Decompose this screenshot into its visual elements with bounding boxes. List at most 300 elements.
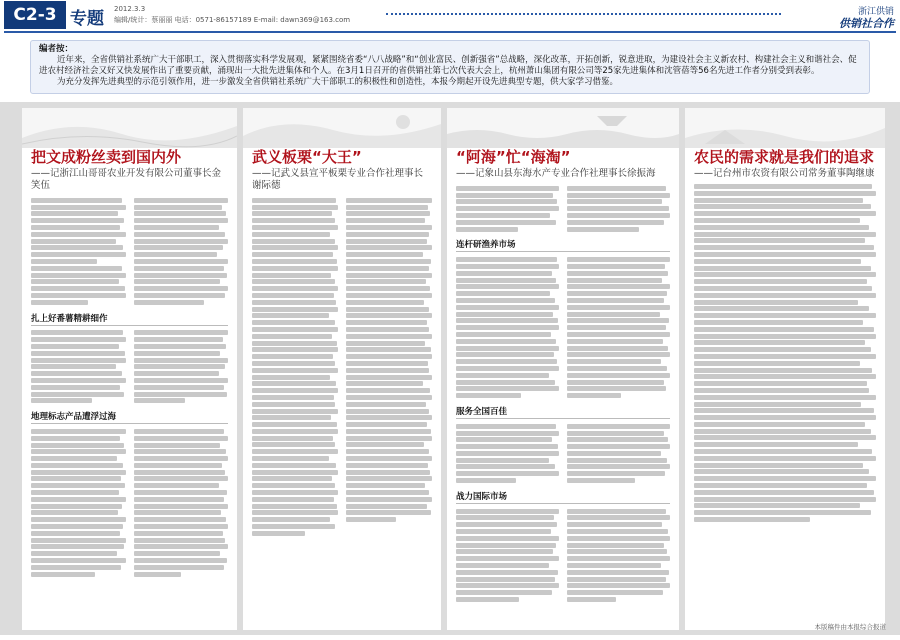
text-line-placeholder: [252, 211, 332, 216]
text-line-placeholder: [694, 503, 860, 508]
text-line-placeholder: [567, 522, 662, 527]
text-line-placeholder: [456, 305, 559, 310]
text-line-placeholder: [134, 470, 226, 475]
text-line-placeholder: [567, 393, 621, 398]
text-line-placeholder: [346, 368, 429, 373]
text-line-placeholder: [31, 429, 126, 434]
text-line-placeholder: [252, 218, 335, 223]
text-line-placeholder: [456, 478, 516, 483]
text-line-placeholder: [31, 558, 126, 563]
article-title: 农民的需求就是我们的追求: [694, 148, 875, 166]
text-line-placeholder: [346, 293, 432, 298]
text-line-placeholder: [346, 225, 432, 230]
text-line-placeholder: [31, 504, 122, 509]
text-line-placeholder: [134, 544, 229, 549]
text-line-placeholder: [346, 504, 427, 509]
text-line-placeholder: [346, 218, 425, 223]
text-line-placeholder: [456, 264, 559, 269]
text-line-placeholder: [456, 464, 555, 469]
text-line-placeholder: [567, 437, 668, 442]
text-line-placeholder: [456, 522, 557, 527]
text-line-placeholder: [456, 451, 559, 456]
editor-contact: 编辑/统计：蔡丽丽 电话：0571-86157189 E-mail: dawn369@163.com: [114, 16, 351, 24]
text-line-placeholder: [694, 225, 869, 230]
text-line-placeholder: [694, 354, 876, 359]
text-line-placeholder: [252, 198, 336, 203]
text-line-placeholder: [567, 257, 670, 262]
text-line-placeholder: [456, 543, 556, 548]
text-line-placeholder: [252, 375, 330, 380]
text-line-placeholder: [456, 199, 557, 204]
text-line-placeholder: [252, 422, 337, 427]
text-line-placeholder: [456, 529, 551, 534]
text-line-placeholder: [134, 385, 225, 390]
text-line-placeholder: [134, 443, 221, 448]
text-line-placeholder: [694, 286, 872, 291]
text-line-placeholder: [134, 286, 229, 291]
text-line-placeholder: [456, 325, 559, 330]
text-line-placeholder: [134, 293, 226, 298]
text-line-placeholder: [134, 205, 223, 210]
text-line-placeholder: [134, 497, 225, 502]
text-line-placeholder: [346, 245, 432, 250]
text-line-placeholder: [31, 449, 126, 454]
text-line-placeholder: [567, 346, 668, 351]
text-line-placeholder: [31, 510, 118, 515]
text-line-placeholder: [694, 313, 876, 318]
text-line-placeholder: [567, 193, 670, 198]
text-line-placeholder: [252, 483, 335, 488]
text-line-placeholder: [134, 344, 227, 349]
text-line-placeholder: [346, 259, 431, 264]
text-line-placeholder: [456, 352, 554, 357]
editor-note-paragraph-2: 为充分发挥先进典型的示范引领作用，进一步激发全省供销社系统广大干部职工的积极性和创造性，本报今期起开设先进典型专题，供大家学习借鉴。: [57, 77, 619, 87]
text-line-placeholder: [567, 556, 670, 561]
text-line-placeholder: [31, 517, 126, 522]
text-line-placeholder: [567, 284, 670, 289]
text-line-placeholder: [252, 442, 335, 447]
text-line-placeholder: [31, 398, 92, 403]
text-line-placeholder: [694, 232, 876, 237]
text-line-placeholder: [694, 381, 867, 386]
text-line-placeholder: [252, 341, 337, 346]
text-line-placeholder: [567, 431, 664, 436]
decorative-header-image: [243, 108, 441, 148]
text-line-placeholder: [694, 272, 876, 277]
text-line-placeholder: [346, 239, 427, 244]
text-line-placeholder: [694, 238, 865, 243]
decorative-header-image: [685, 108, 885, 148]
text-line-placeholder: [346, 205, 428, 210]
brand-name: 浙江供销: [857, 7, 894, 17]
article-body: [252, 196, 432, 538]
text-line-placeholder: [31, 286, 125, 291]
text-line-placeholder: [252, 415, 331, 420]
text-line-placeholder: [346, 313, 432, 318]
text-line-placeholder: [252, 245, 338, 250]
text-line-placeholder: [694, 497, 876, 502]
text-line-placeholder: [567, 577, 666, 582]
text-line-placeholder: [346, 388, 430, 393]
text-line-placeholder: [456, 444, 558, 449]
text-line-placeholder: [252, 531, 305, 536]
text-line-placeholder: [31, 245, 123, 250]
text-line-placeholder: [31, 218, 124, 223]
text-line-placeholder: [134, 524, 229, 529]
text-line-placeholder: [456, 346, 559, 351]
text-line-placeholder: [134, 429, 225, 434]
text-line-placeholder: [346, 449, 429, 454]
text-line-placeholder: [31, 211, 118, 216]
article-title: “阿海”忙“海淘”: [456, 148, 571, 166]
header-dotted-rule: [386, 13, 781, 15]
article-section-heading: 服务全国百佳: [456, 405, 670, 419]
text-line-placeholder: [694, 191, 876, 196]
text-line-placeholder: [456, 213, 550, 218]
article-section-heading: 连杆研渔养市场: [456, 238, 670, 252]
article-title: 武义板栗“大王”: [252, 148, 362, 166]
text-line-placeholder: [252, 313, 329, 318]
text-line-placeholder: [252, 239, 335, 244]
text-line-placeholder: [346, 456, 432, 461]
text-line-placeholder: [456, 312, 553, 317]
text-line-placeholder: [134, 259, 229, 264]
text-line-placeholder: [456, 424, 556, 429]
text-line-placeholder: [456, 386, 559, 391]
text-line-placeholder: [134, 531, 224, 536]
text-line-placeholder: [456, 373, 549, 378]
text-line-placeholder: [456, 186, 559, 191]
text-line-placeholder: [456, 577, 555, 582]
text-line-placeholder: [31, 351, 125, 356]
text-line-placeholder: [252, 409, 338, 414]
text-line-placeholder: [694, 306, 869, 311]
text-line-placeholder: [567, 373, 670, 378]
text-line-placeholder: [134, 266, 225, 271]
text-line-placeholder: [456, 220, 556, 225]
text-line-placeholder: [694, 266, 871, 271]
text-line-placeholder: [346, 395, 432, 400]
text-line-placeholder: [252, 232, 330, 237]
text-line-placeholder: [31, 273, 126, 278]
text-line-placeholder: [252, 429, 338, 434]
text-line-placeholder: [567, 590, 663, 595]
text-line-placeholder: [31, 205, 126, 210]
text-line-placeholder: [567, 529, 668, 534]
text-line-placeholder: [567, 543, 664, 548]
text-line-placeholder: [346, 327, 429, 332]
text-line-placeholder: [567, 471, 665, 476]
article-card-2: [243, 108, 441, 630]
text-line-placeholder: [567, 339, 663, 344]
text-line-placeholder: [456, 536, 559, 541]
decorative-header-image: [22, 108, 237, 148]
article-subtitle: ——记象山县东海水产专业合作社理事长徐振海: [456, 168, 656, 179]
text-line-placeholder: [134, 510, 222, 515]
text-line-placeholder: [567, 458, 667, 463]
text-line-placeholder: [456, 563, 549, 568]
text-line-placeholder: [346, 375, 432, 380]
text-line-placeholder: [134, 572, 181, 577]
text-line-placeholder: [346, 232, 429, 237]
text-line-placeholder: [567, 186, 666, 191]
text-line-placeholder: [31, 476, 121, 481]
text-line-placeholder: [346, 490, 429, 495]
text-line-placeholder: [567, 563, 661, 568]
text-line-placeholder: [31, 371, 122, 376]
text-line-placeholder: [694, 449, 872, 454]
text-line-placeholder: [694, 361, 860, 366]
text-line-placeholder: [694, 368, 872, 373]
editor-note-label: 编者按：: [39, 44, 74, 54]
text-line-placeholder: [31, 337, 126, 342]
text-line-placeholder: [567, 298, 664, 303]
text-line-placeholder: [456, 332, 551, 337]
text-line-placeholder: [567, 325, 666, 330]
text-line-placeholder: [31, 266, 122, 271]
text-line-placeholder: [252, 395, 334, 400]
article-body: [456, 184, 670, 233]
text-line-placeholder: [134, 273, 228, 278]
text-line-placeholder: [252, 279, 335, 284]
text-line-placeholder: [252, 334, 332, 339]
text-line-placeholder: [252, 510, 338, 515]
text-line-placeholder: [31, 497, 126, 502]
text-line-placeholder: [31, 293, 126, 298]
text-line-placeholder: [346, 198, 432, 203]
text-line-placeholder: [346, 381, 423, 386]
text-line-placeholder: [456, 556, 559, 561]
article-card-1: [22, 108, 237, 630]
text-line-placeholder: [134, 565, 225, 570]
text-line-placeholder: [567, 318, 669, 323]
article-body: [694, 184, 876, 522]
text-line-placeholder: [456, 291, 550, 296]
text-line-placeholder: [346, 273, 432, 278]
text-line-placeholder: [134, 558, 228, 563]
text-line-placeholder: [134, 245, 224, 250]
text-line-placeholder: [567, 549, 667, 554]
article-card-4: [685, 108, 885, 630]
article-title: 把文成粉丝卖到国内外: [31, 148, 182, 166]
text-line-placeholder: [31, 392, 124, 397]
text-line-placeholder: [694, 476, 876, 481]
text-line-placeholder: [346, 463, 428, 468]
text-line-placeholder: [567, 515, 670, 520]
text-line-placeholder: [252, 361, 335, 366]
text-line-placeholder: [456, 515, 554, 520]
text-line-placeholder: [134, 538, 226, 543]
text-line-placeholder: [694, 279, 867, 284]
text-line-placeholder: [134, 211, 227, 216]
text-line-placeholder: [456, 431, 559, 436]
text-line-placeholder: [694, 347, 871, 352]
text-line-placeholder: [346, 334, 432, 339]
text-line-placeholder: [346, 415, 432, 420]
text-line-placeholder: [31, 551, 117, 556]
text-line-placeholder: [694, 483, 867, 488]
text-line-placeholder: [567, 597, 616, 602]
text-line-placeholder: [134, 483, 219, 488]
text-line-placeholder: [134, 449, 227, 454]
text-line-placeholder: [252, 456, 329, 461]
text-line-placeholder: [567, 220, 664, 225]
article-section-heading: 扎上好番薯精耕细作: [31, 312, 228, 326]
text-line-placeholder: [456, 570, 558, 575]
text-line-placeholder: [31, 443, 124, 448]
text-line-placeholder: [31, 259, 97, 264]
text-line-placeholder: [456, 257, 557, 262]
text-line-placeholder: [31, 470, 126, 475]
text-line-placeholder: [567, 424, 670, 429]
text-line-placeholder: [134, 398, 186, 403]
text-line-placeholder: [252, 497, 334, 502]
text-line-placeholder: [694, 510, 871, 515]
text-line-placeholder: [346, 510, 431, 515]
text-line-placeholder: [252, 266, 338, 271]
text-line-placeholder: [31, 300, 88, 305]
text-line-placeholder: [694, 327, 874, 332]
text-line-placeholder: [134, 358, 229, 363]
text-line-placeholder: [252, 449, 338, 454]
text-line-placeholder: [134, 337, 224, 342]
text-line-placeholder: [456, 359, 557, 364]
text-line-placeholder: [567, 278, 662, 283]
text-line-placeholder: [567, 312, 660, 317]
header-rule: [4, 31, 896, 33]
text-line-placeholder: [252, 524, 335, 529]
text-line-placeholder: [134, 504, 229, 509]
text-line-placeholder: [694, 408, 874, 413]
text-line-placeholder: [31, 490, 119, 495]
text-line-placeholder: [134, 490, 228, 495]
text-line-placeholder: [694, 218, 860, 223]
text-line-placeholder: [456, 583, 559, 588]
text-line-placeholder: [567, 366, 667, 371]
text-line-placeholder: [31, 378, 126, 383]
text-line-placeholder: [31, 565, 121, 570]
text-line-placeholder: [31, 232, 126, 237]
text-line-placeholder: [567, 332, 670, 337]
text-line-placeholder: [31, 524, 123, 529]
text-line-placeholder: [31, 358, 126, 363]
text-line-placeholder: [346, 429, 431, 434]
text-line-placeholder: [252, 300, 336, 305]
text-line-placeholder: [31, 483, 125, 488]
text-line-placeholder: [567, 478, 635, 483]
text-line-placeholder: [252, 293, 334, 298]
text-line-placeholder: [252, 476, 332, 481]
text-line-placeholder: [31, 531, 120, 536]
text-line-placeholder: [567, 199, 662, 204]
text-line-placeholder: [252, 368, 338, 373]
text-line-placeholder: [31, 252, 126, 257]
text-line-placeholder: [31, 225, 120, 230]
text-line-placeholder: [31, 198, 122, 203]
footer-note: 本版稿件由本报综合报道: [814, 623, 886, 631]
text-line-placeholder: [346, 361, 428, 366]
text-line-placeholder: [252, 320, 335, 325]
text-line-placeholder: [456, 339, 556, 344]
article-subtitle: ——记武义县宣平板栗专业合作社理事长谢际德: [252, 168, 424, 191]
text-line-placeholder: [346, 320, 427, 325]
text-line-placeholder: [252, 225, 338, 230]
text-line-placeholder: [456, 278, 556, 283]
text-line-placeholder: [694, 415, 876, 420]
text-line-placeholder: [31, 385, 120, 390]
text-line-placeholder: [252, 273, 331, 278]
text-line-placeholder: [134, 551, 221, 556]
text-line-placeholder: [252, 470, 338, 475]
text-line-placeholder: [134, 232, 226, 237]
text-line-placeholder: [456, 590, 552, 595]
text-line-placeholder: [252, 381, 336, 386]
text-line-placeholder: [252, 205, 338, 210]
text-line-placeholder: [134, 279, 221, 284]
text-line-placeholder: [694, 198, 863, 203]
text-line-placeholder: [567, 386, 666, 391]
text-line-placeholder: [456, 298, 555, 303]
text-line-placeholder: [694, 429, 871, 434]
text-line-placeholder: [694, 395, 876, 400]
text-line-placeholder: [346, 279, 426, 284]
article-card-3: [447, 108, 679, 630]
text-line-placeholder: [252, 402, 335, 407]
text-line-placeholder: [31, 239, 116, 244]
text-line-placeholder: [346, 497, 432, 502]
text-line-placeholder: [252, 286, 338, 291]
text-line-placeholder: [694, 435, 876, 440]
text-line-placeholder: [567, 264, 665, 269]
text-line-placeholder: [252, 347, 338, 352]
text-line-placeholder: [567, 213, 670, 218]
section-title: 专题: [70, 9, 104, 29]
text-line-placeholder: [134, 463, 223, 468]
text-line-placeholder: [694, 300, 858, 305]
text-line-placeholder: [567, 451, 661, 456]
text-line-placeholder: [694, 334, 876, 339]
text-line-placeholder: [567, 359, 661, 364]
text-line-placeholder: [252, 504, 337, 509]
text-line-placeholder: [31, 572, 95, 577]
text-line-placeholder: [567, 570, 669, 575]
text-line-placeholder: [252, 436, 333, 441]
text-line-placeholder: [346, 286, 430, 291]
text-line-placeholder: [456, 366, 559, 371]
text-line-placeholder: [694, 422, 865, 427]
text-line-placeholder: [31, 364, 116, 369]
brand-calligraphy-logo: 供销社合作: [839, 17, 894, 30]
text-line-placeholder: [694, 374, 876, 379]
text-line-placeholder: [456, 437, 552, 442]
text-line-placeholder: [252, 517, 330, 522]
text-line-placeholder: [134, 351, 221, 356]
text-line-placeholder: [346, 211, 430, 216]
text-line-placeholder: [456, 380, 555, 385]
text-line-placeholder: [567, 509, 666, 514]
text-line-placeholder: [252, 354, 333, 359]
text-line-placeholder: [134, 300, 205, 305]
text-line-placeholder: [567, 291, 667, 296]
text-line-placeholder: [456, 509, 559, 514]
text-line-placeholder: [134, 371, 219, 376]
text-line-placeholder: [134, 436, 229, 441]
text-line-placeholder: [567, 464, 670, 469]
text-line-placeholder: [456, 393, 521, 398]
text-line-placeholder: [252, 463, 336, 468]
text-line-placeholder: [31, 544, 124, 549]
text-line-placeholder: [346, 517, 396, 522]
